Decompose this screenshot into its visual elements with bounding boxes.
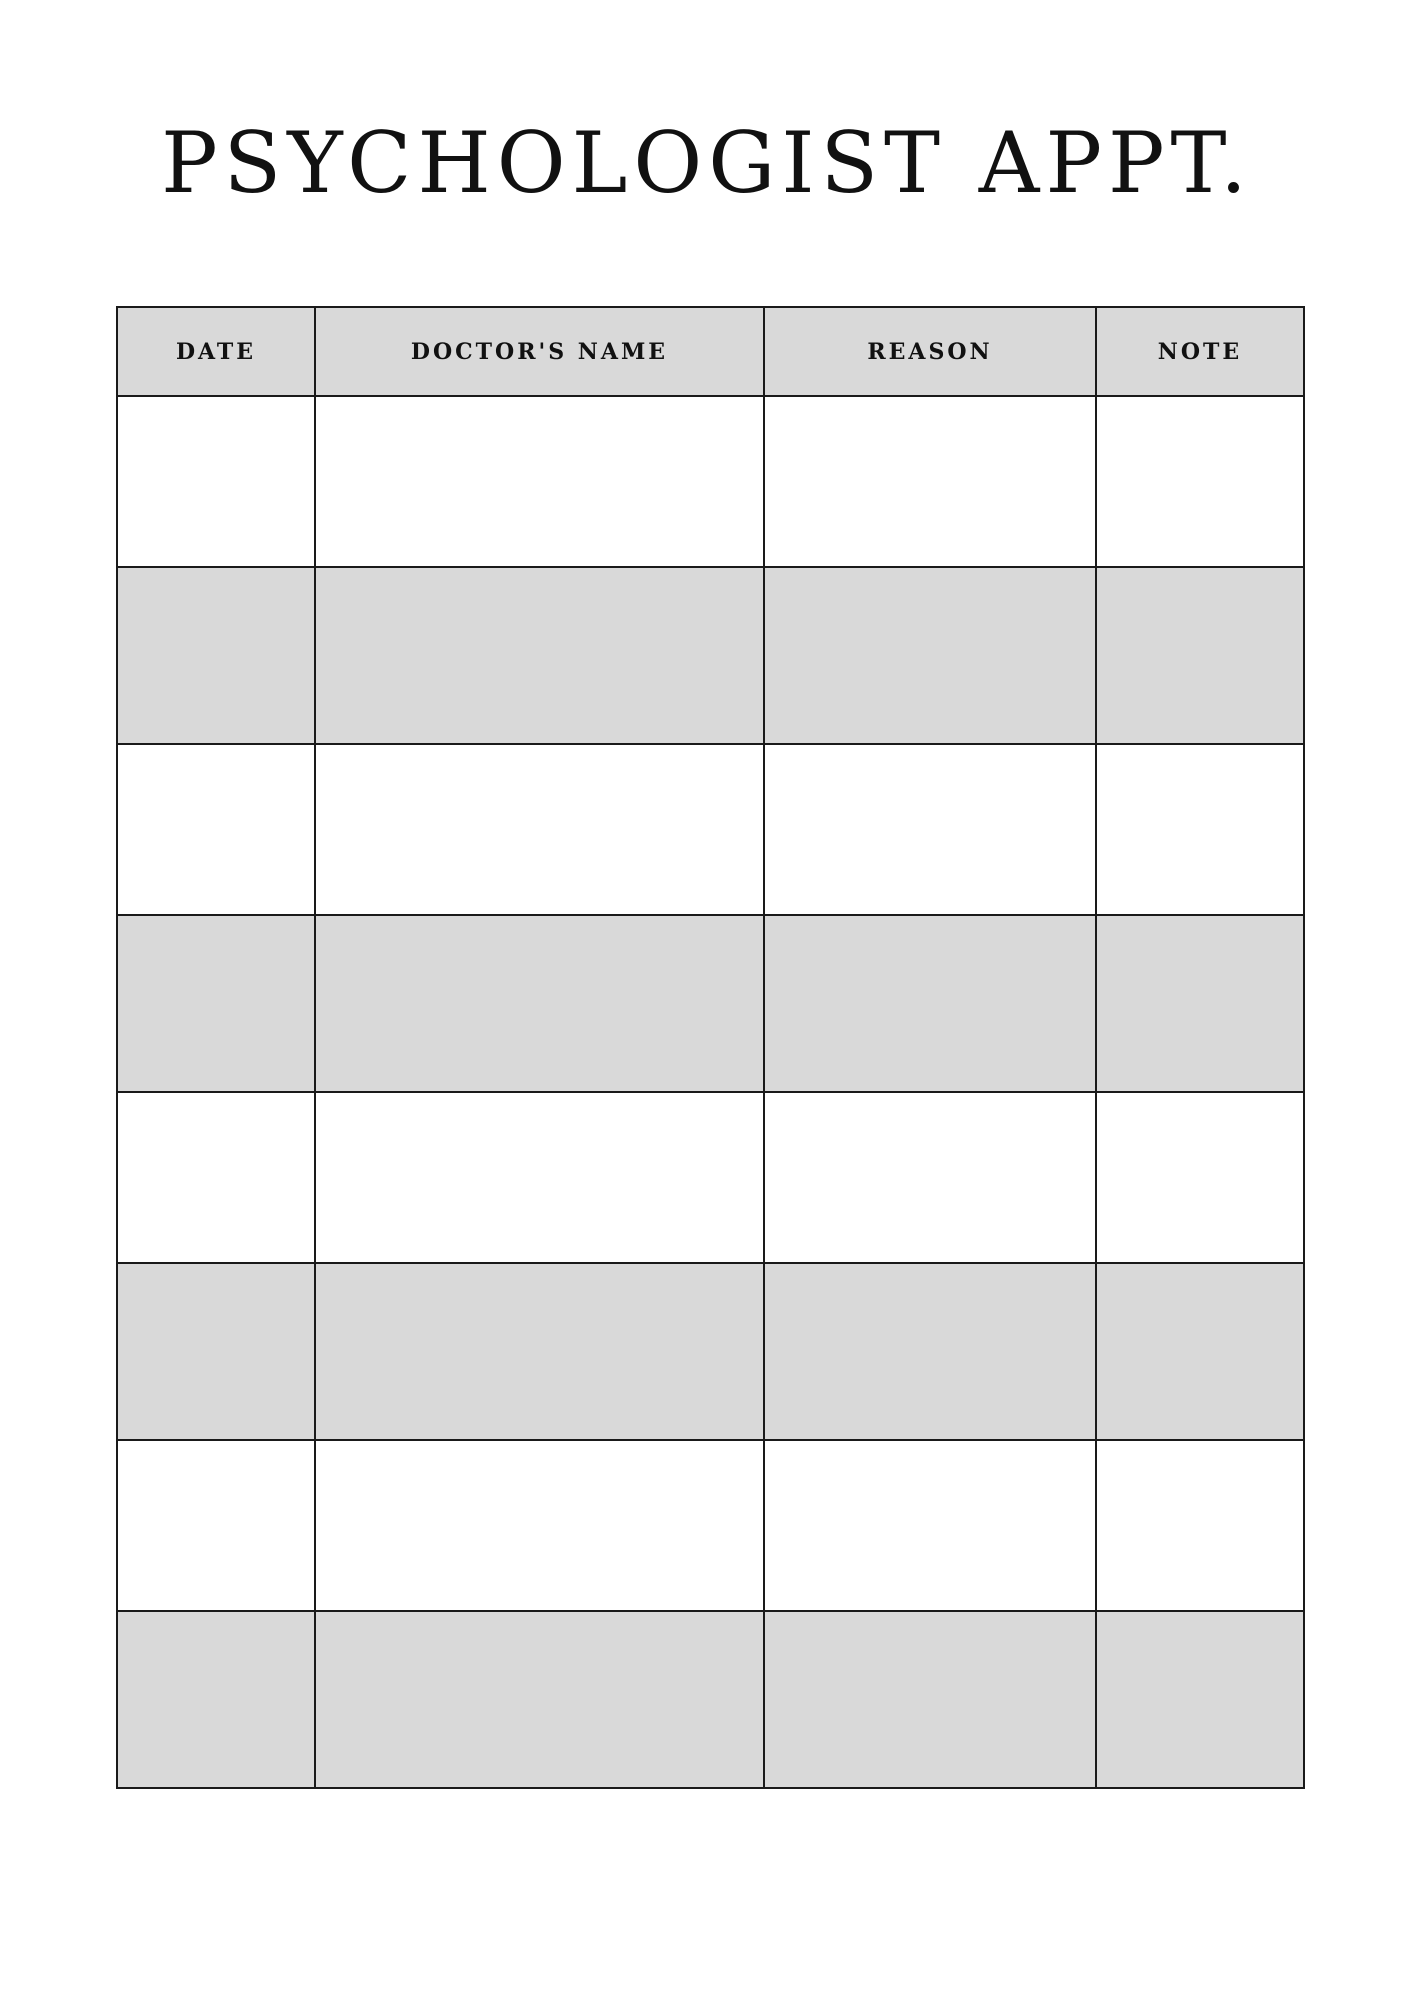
reason-cell[interactable] [764,1092,1096,1263]
doctors-name-cell[interactable] [315,1092,764,1263]
table-row [117,744,1304,915]
doctors-name-cell[interactable] [315,1611,764,1788]
date-cell[interactable] [117,744,315,915]
doctors-name-cell[interactable] [315,915,764,1092]
column-header-note: NOTE [1096,307,1304,396]
table-row [117,1611,1304,1788]
doctors-name-cell[interactable] [315,567,764,744]
note-cell[interactable] [1096,1611,1304,1788]
note-cell[interactable] [1096,1092,1304,1263]
date-cell[interactable] [117,1611,315,1788]
date-cell[interactable] [117,1440,315,1611]
note-cell[interactable] [1096,915,1304,1092]
table-header-row [117,307,1304,396]
doctors-name-cell[interactable] [315,396,764,567]
reason-cell[interactable] [764,744,1096,915]
column-header-doctors-name: DOCTOR'S NAME [315,307,764,396]
appointment-table [116,306,1305,1789]
column-header-reason: REASON [764,307,1096,396]
note-cell[interactable] [1096,396,1304,567]
note-cell[interactable] [1096,744,1304,915]
date-cell[interactable] [117,915,315,1092]
doctors-name-cell[interactable] [315,744,764,915]
reason-cell[interactable] [764,1263,1096,1440]
column-header-date: DATE [117,307,315,396]
note-cell[interactable] [1096,1263,1304,1440]
reason-cell[interactable] [764,567,1096,744]
table-row [117,1440,1304,1611]
table-row [117,1092,1304,1263]
doctors-name-cell[interactable] [315,1263,764,1440]
reason-cell[interactable] [764,915,1096,1092]
table-row [117,915,1304,1092]
date-cell[interactable] [117,1263,315,1440]
table-row [117,567,1304,744]
reason-cell[interactable] [764,1440,1096,1611]
note-cell[interactable] [1096,567,1304,744]
doctors-name-cell[interactable] [315,1440,764,1611]
reason-cell[interactable] [764,396,1096,567]
page-title: PSYCHOLOGIST APPT. [161,114,1253,212]
note-cell[interactable] [1096,1440,1304,1611]
table-row [117,396,1304,567]
date-cell[interactable] [117,567,315,744]
date-cell[interactable] [117,1092,315,1263]
table-row [117,1263,1304,1440]
date-cell[interactable] [117,396,315,567]
reason-cell[interactable] [764,1611,1096,1788]
